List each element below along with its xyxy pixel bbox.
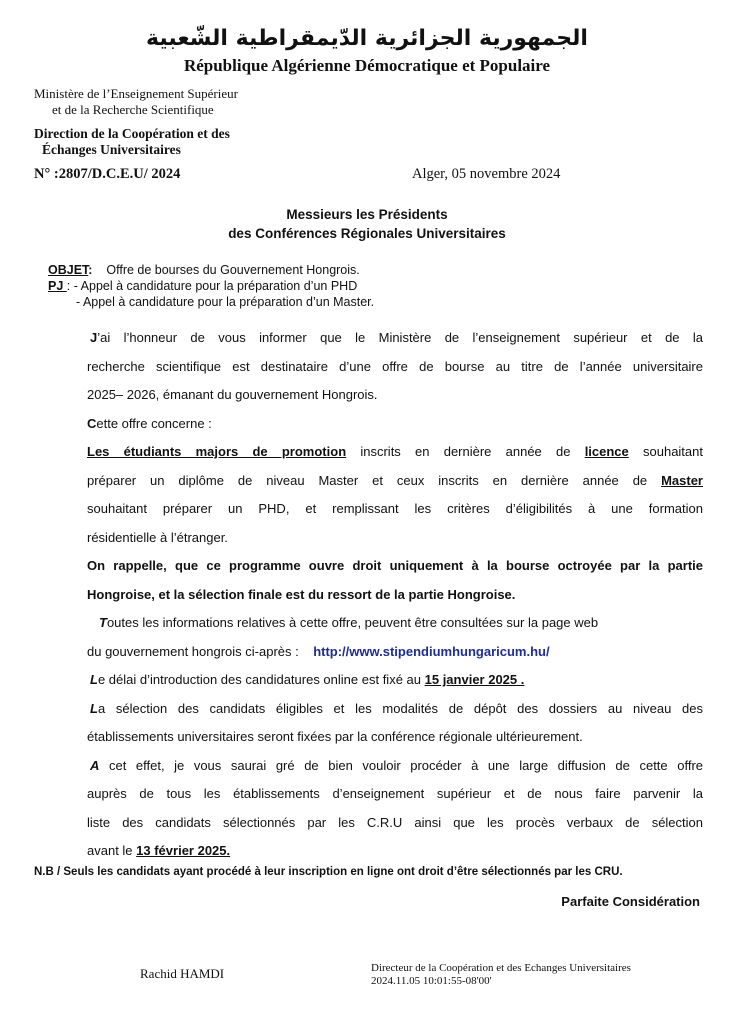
p3-line2-text: préparer un diplôme de niveau Master et ceux inscrits en dernière année de [87,472,662,488]
direction-line-2: Échanges Universitaires [42,142,181,157]
drop-initial: J [90,330,98,345]
signer-title: Directeur de la Coopération et des Echanges Universitaires [371,962,631,974]
p1-line-1 [87,324,703,353]
p3-line-2 [87,467,703,496]
addressee [0,205,734,243]
emphasis-licence: licence [584,444,629,459]
pj-line-2: - Appel à candidature pour la préparation d’un Master. [76,295,375,309]
p6-line [87,666,703,695]
objet-label: OBJET [48,263,89,277]
objet-colon: : [88,263,93,277]
p8-line-2: auprès de tous les établissements d’enseignement supérieur et de nous faire parvenir la [87,786,703,801]
p8-text-1: cet effet, je vous saurai gré de bien vouloir procéder à une large diffusion de cette offre [99,757,703,773]
pj-label: PJ [48,279,67,293]
ministry-line-2: et de la Recherche Scientifique [52,102,214,117]
drop-initial: T [99,615,107,630]
p5-line-2 [87,638,703,667]
p4-line-2: Hongroise, et la sélection finale est du ressort de la partie Hongroise. [87,586,516,602]
drop-initial: L [90,700,98,716]
p8-line-1 [87,752,703,781]
emphasis-master: Master [661,472,703,488]
p3-line-1 [87,438,703,467]
p8-line-3: liste des candidats sélectionnés par les C.R.U ainsi que les procès verbaux de sélection [87,814,703,830]
p5-text-2: du gouvernement hongrois ci-après : [87,643,299,659]
p1-text-1: ’ai l’honneur de vous informer que le Ministère de l’enseignement supérieur et de la [97,330,703,345]
p4-line-1: On rappelle, que ce programme ouvre droit uniquement à la bourse octroyée par la partie [87,558,703,573]
p2-text: ette offre concerne : [96,415,212,431]
direction-line-1: Direction de la Coopération et des [34,126,230,141]
p3-end: souhaitant [628,444,703,459]
letter-body [87,324,703,866]
p7-line-1 [87,695,703,724]
reference-number: N° :2807/D.C.E.U/ 2024 [34,166,181,182]
pj-item-1: : - Appel à candidature pour la préparation d’un PHD [66,279,358,293]
signer-name: Rachid HAMDI [140,966,225,981]
nota-bene: N.B / Seuls les candidats ayant procédé à leur inscription en ligne ont droit d’être sélectionnés par les CRU. [34,866,623,878]
objet-text: Offre de bourses du Gouvernement Hongrois. [106,263,360,277]
stipendium-link[interactable]: http://www.stipendiumhungaricum.hu/ [313,643,550,659]
drop-initial: C [87,415,97,431]
p3-line-4: résidentielle à l’étranger. [87,529,228,545]
p7-text-1: a sélection des candidats éligibles et les modalités de dépôt des dossiers au niveau des [97,700,703,716]
drop-initial: L [90,672,98,687]
p3-line-3: souhaitant préparer un PHD, et remplissant les critères d’éligibilités à une formation [87,501,703,516]
p2-line [87,410,703,439]
deadline-date: 15 janvier 2025 . [424,672,525,687]
submission-date: 13 février 2025. [136,843,231,858]
place-date: Alger, 05 novembre 2024 [412,166,561,182]
emphasis-majors: Les étudiants majors de promotion [87,444,347,459]
p3-mid: inscrits en dernière année de [346,444,585,459]
closing-formula: Parfaite Considération [561,894,700,909]
p8-line-4 [87,837,703,866]
p5-line-1 [87,609,703,638]
p1-line-3: 2025– 2026, émanant du gouvernement Hongrois. [87,387,378,402]
pj-line-1 [48,279,357,295]
digital-signature [371,962,631,988]
p7-line-2: établissements universitaires seront fixées par la conférence régionale ultérieurement. [87,729,583,744]
addressee-line-1: Messieurs les Présidents [286,207,448,222]
signature-timestamp: 2024.11.05 10:01:55-08'00' [371,975,492,987]
arabic-republic-title: الجمهورية الجزائرية الدّيمقراطية الشّعبية [146,26,588,51]
p1-line-2: recherche scientifique est destinataire d’une offre de bourse au titre de l’année universitaire [87,358,703,374]
drop-initial: A [90,757,100,773]
p5-text-1: outes les informations relatives à cette offre, peuvent être consultées sur la page web [106,615,599,630]
french-republic-title: République Algérienne Démocratique et Populaire [183,56,551,75]
addressee-line-2: des Conférences Régionales Universitaires [228,226,506,241]
ministry-line-1: Ministère de l’Enseignement Supérieur [34,86,238,101]
p6-text: e délai d’introduction des candidatures online est fixé au [97,672,425,687]
p8-text-4: avant le [87,843,137,858]
subject-line [48,263,360,279]
